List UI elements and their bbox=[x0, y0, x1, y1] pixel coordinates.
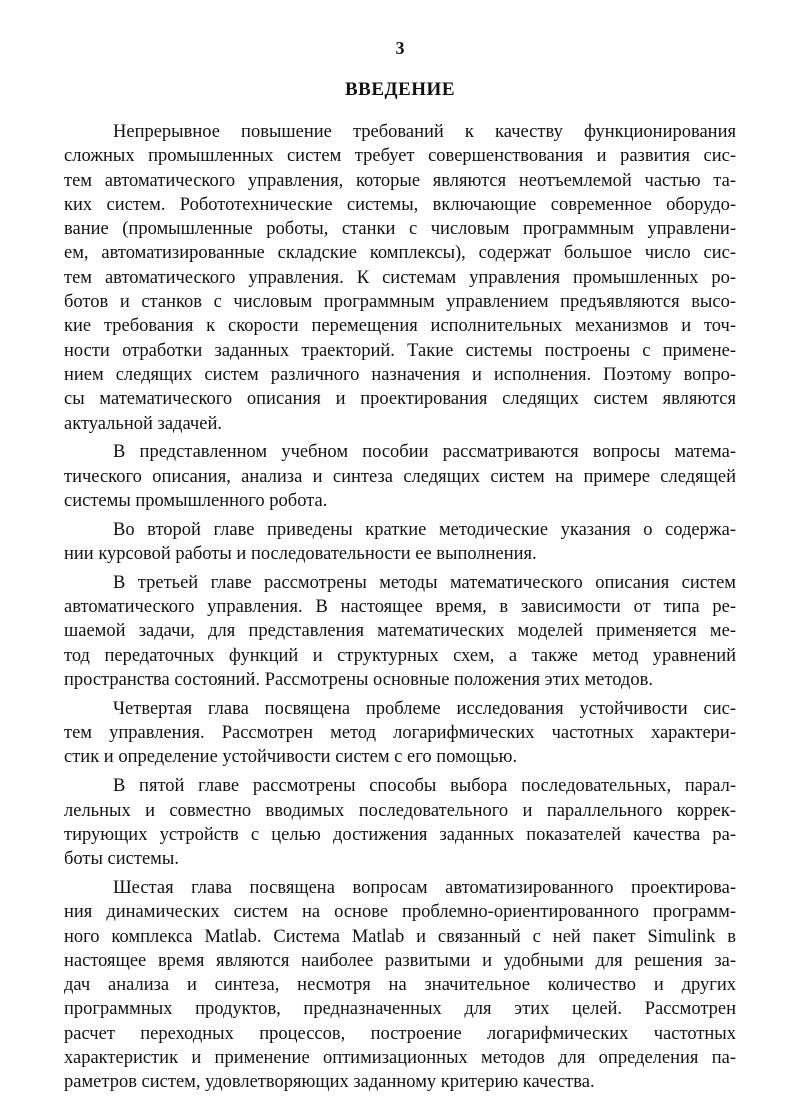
paragraph bbox=[64, 120, 736, 436]
text-line: программных продуктов, предназначенных для этих целей. Рассмотрен bbox=[64, 999, 736, 1020]
text-line: характеристик и применение оптимизационных методов для определения па- bbox=[64, 1047, 736, 1068]
text-line: ем, автоматизированные складские комплексы), содержат большое число сис- bbox=[64, 243, 736, 264]
text-line: кие требования к скорости перемещения исполнительных механизмов и точ- bbox=[64, 316, 736, 337]
text-line: Шестая глава посвящена вопросам автоматизированного проектирова- bbox=[113, 877, 736, 898]
text-line: актуальной задачей. bbox=[64, 413, 222, 434]
paragraph bbox=[64, 876, 736, 1095]
text-line: ного комплекса Matlab. Система Matlab и связанный с ней пакет Simulink в bbox=[64, 926, 736, 947]
text-line: В представленном учебном пособии рассматриваются вопросы матема- bbox=[113, 442, 736, 463]
section-title: ВВЕДЕНИЕ bbox=[345, 79, 455, 100]
text-line: В пятой главе рассмотрены способы выбора последовательных, парал- bbox=[113, 776, 736, 797]
paragraph bbox=[64, 440, 736, 513]
text-line: сложных промышленных систем требует совершенствования и развития сис- bbox=[64, 146, 736, 167]
text-line: тирующих устройств с целью достижения заданных показателей качества ра- bbox=[64, 824, 736, 845]
text-line: тем управления. Рассмотрен метод логарифмических частотных характери- bbox=[64, 723, 736, 744]
text-line: пространства состояний. Рассмотрены основные положения этих методов. bbox=[64, 670, 653, 691]
text-line: тем автоматического управления, которые являются неотъемлемой частью та- bbox=[64, 170, 736, 191]
text-line: нии курсовой работы и последовательности ее выполнения. bbox=[64, 544, 537, 565]
text-line: тического описания, анализа и синтеза следящих систем на примере следящей bbox=[64, 466, 736, 487]
text-line: шаемой задачи, для представления математических моделей применяется ме- bbox=[64, 621, 736, 642]
paragraph bbox=[64, 518, 736, 567]
text-line: тод передаточных функций и структурных схем, а также метод уравнений bbox=[64, 645, 736, 666]
text-line: лельных и совместно вводимых последовательного и параллельного коррек- bbox=[64, 800, 736, 821]
text-line: сы математического описания и проектирования следящих систем являются bbox=[64, 389, 736, 410]
text-line: нием следящих систем различного назначения и исполнения. Поэтому вопро- bbox=[64, 364, 736, 385]
body-text bbox=[64, 120, 736, 1099]
text-line: автоматического управления. В настоящее время, в зависимости от типа ре- bbox=[64, 597, 736, 618]
text-line: В третьей главе рассмотрены методы математического описания систем bbox=[113, 572, 736, 593]
page-number: 3 bbox=[395, 38, 405, 58]
text-line: тем автоматического управления. К системам управления промышленных ро- bbox=[64, 267, 736, 288]
text-line: Во второй главе приведены краткие методические указания о содержа- bbox=[113, 519, 736, 540]
text-line: системы промышленного робота. bbox=[64, 490, 328, 511]
text-line: боты системы. bbox=[64, 849, 179, 870]
text-line: Непрерывное повышение требований к качеству функционирования bbox=[113, 122, 736, 142]
text-line: Четвертая глава посвящена проблеме исследования устойчивости сис- bbox=[113, 698, 736, 719]
text-line: вание (промышленные роботы, станки с числовым программным управлени- bbox=[64, 219, 736, 240]
paragraph bbox=[64, 571, 736, 692]
paragraph bbox=[64, 697, 736, 770]
text-line: ких систем. Робототехнические системы, включающие современное оборудо- bbox=[64, 194, 736, 215]
text-line: ности отработки заданных траекторий. Такие системы построены с примене- bbox=[64, 340, 736, 361]
text-line: дач анализа и синтеза, несмотря на значительное количество и других bbox=[64, 975, 736, 996]
text-line: ния динамических систем на основе проблемно-ориентированного программ- bbox=[64, 902, 736, 923]
text-line: расчет переходных процессов, построение логарифмических частотных bbox=[64, 1023, 736, 1044]
text-line: ботов и станков с числовым программным управлением предъявляются высо- bbox=[64, 292, 736, 313]
paragraph bbox=[64, 774, 736, 871]
text-line: раметров систем, удовлетворяющих заданному критерию качества. bbox=[64, 1072, 595, 1093]
text-line: настоящее время являются наиболее развитыми и удобными для решения за- bbox=[64, 950, 736, 971]
text-line: стик и определение устойчивости систем с его помощью. bbox=[64, 747, 518, 768]
